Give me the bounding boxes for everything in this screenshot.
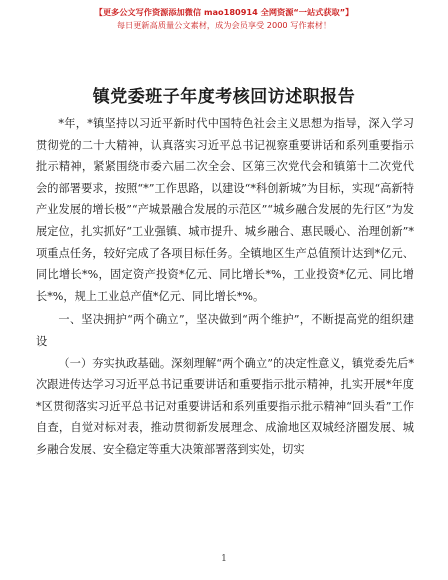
section-heading: 一、坚决拥护“两个确立”，坚决做到“两个维护”，不断提高党的组织建设 xyxy=(36,313,414,348)
document-title: 镇党委班子年度考核回访述职报告 xyxy=(92,87,356,107)
promo-banner xyxy=(0,6,448,32)
promo-banner-line-2: 每日更新高质量公文素材，成为会员享受 2000 写作素材！ xyxy=(116,20,332,30)
document-body xyxy=(36,113,414,461)
page-number: 1 xyxy=(221,554,227,564)
promo-banner-line-1: 【更多公文写作资源添加微信 mao180914 全网资源“一站式获取”】 xyxy=(94,7,354,17)
subsection-paragraph: （一）夯实执政基础。深刻理解“两个确立”的决定性意义，镇党委先后*次跟进传达学习习近平总书记重要讲话和重要指示批示精神，扎实开展*年度*区贯彻落实习近平总书记对重要讲话和系列重要指示批示精神“回头看”工作自查，自觉对标对表，推动贯彻新发展理念、成渝地区双城经济圈发展、城乡融合发展、安全稳定等重大决策部署落到实处，切实 xyxy=(36,356,414,456)
intro-paragraph: *年，*镇坚持以习近平新时代中国特色社会主义思想为指导，深入学习贯彻党的二十大精神，认真落实习近平总书记视察重要讲话和系列重要指示批示精神，紧紧围绕市委六届二次全会、区第三次党代会和镇第十二次党代会的部署要求，按照“*”工作思路，以建设“*科创新城”为目标，实现“高新特产业发展的增长极”“产城景融合发展的示范区”“城乡融合发展的先行区”为发展定位，扎实抓好“工业强镇、城市提升、城乡融合、惠民暖心、治理创新”*项重点任务，较好完成了各项目标任务。全镇地区生产总值预计达到*亿元、同比增长*%，固定资产投资*亿元、同比增长*%，工业投资*亿元、同比增长*%，规上工业总产值*亿元、同比增长*%。 xyxy=(36,117,414,303)
